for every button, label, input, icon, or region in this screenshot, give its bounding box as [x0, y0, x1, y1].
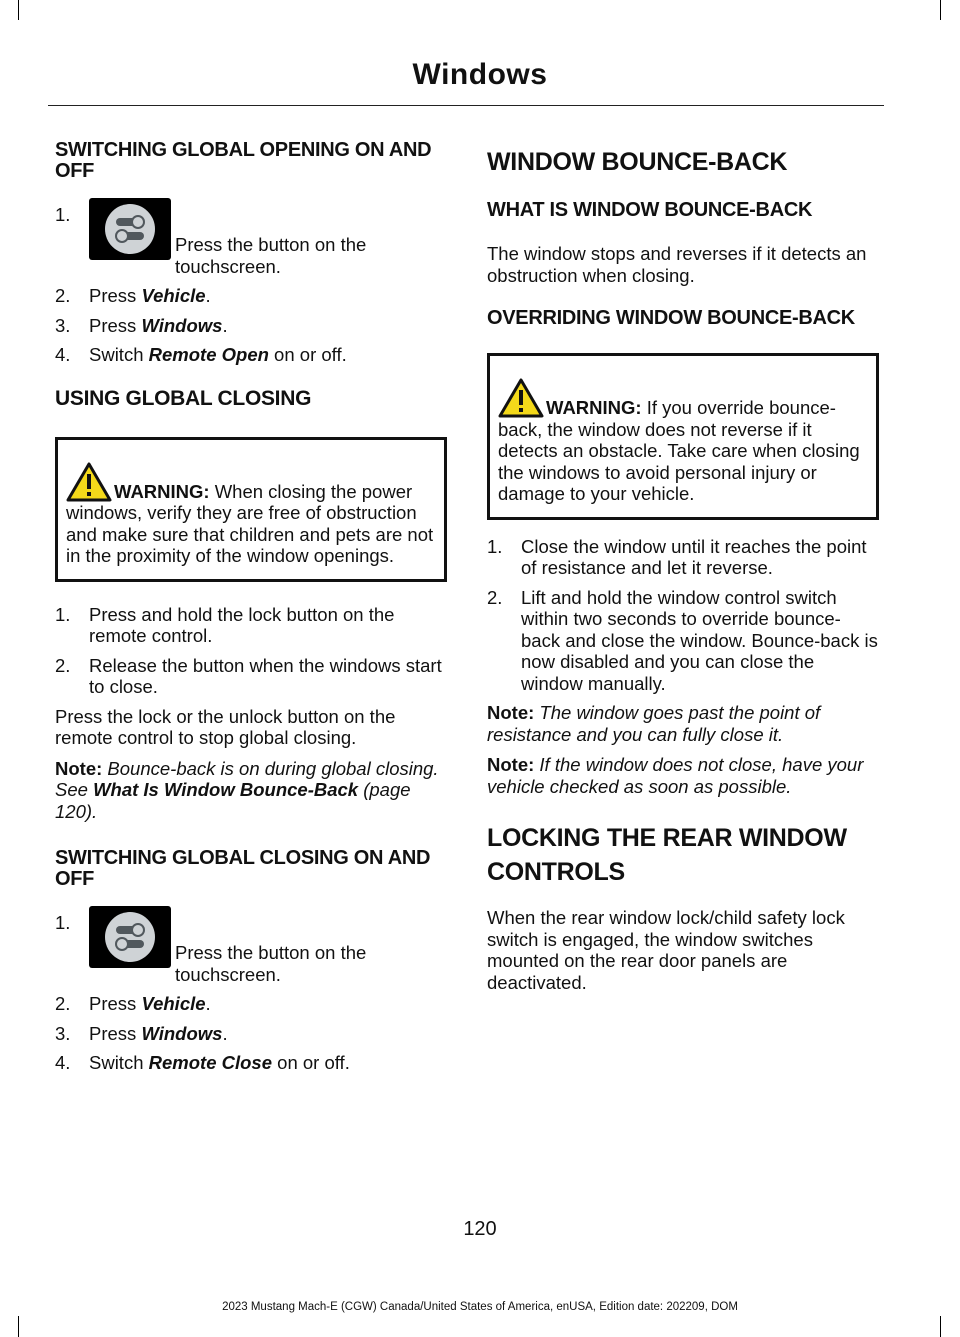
closing-steps [55, 604, 447, 698]
warning-box: WARNING: When closing the power windows, verify they are free of obstruction and make sure that children and pets are not in the proximity of the window openings. [55, 437, 447, 582]
crop-mark-top-right [940, 0, 941, 20]
override-steps [487, 536, 879, 695]
list-item: 4. Switch Remote Open on or off. [55, 344, 347, 365]
crop-mark-bottom-right [940, 1316, 941, 1337]
right-column [487, 140, 879, 1002]
switch-steps [55, 912, 447, 1074]
list-item: 1. Press and hold the lock button on the remote control. [55, 603, 395, 646]
list-item: 2. Press Vehicle. [55, 993, 211, 1014]
heading-global-opening: SWITCHING GLOBAL OPENING ON AND OFF [55, 139, 432, 182]
opening-steps [55, 204, 447, 366]
heading-switching-global-closing: SWITCHING GLOBAL CLOSING ON AND OFF [55, 847, 431, 890]
heading-overriding-bounce-back: OVERRIDING WINDOW BOUNCE-BACK [487, 307, 855, 329]
warning-box: WARNING: If you override bounce-back, the window does not reverse if it detects an obstacle. Take care when closing the windows to avoid personal injury or damage to your vehicle. [487, 353, 879, 520]
note: Note: The window goes past the point of resistance and you can fully close it. [487, 702, 821, 745]
note: Note: Bounce-back is on during global closing. See What Is Window Bounce-Back (page 120). [55, 757, 439, 822]
heading-window-bounce-back: WINDOW BOUNCE-BACK [487, 148, 788, 176]
crop-mark-top-left [18, 0, 19, 20]
settings-toggle-icon [89, 198, 171, 260]
page-title: Windows [412, 58, 548, 91]
footer-text: 2023 Mustang Mach-E (CGW) Canada/United States of America, enUSA, Edition date: 202209, DOM [222, 1301, 738, 1313]
crop-mark-bottom-left [18, 1316, 19, 1337]
list-item: 2. Press Vehicle. [55, 285, 211, 306]
paragraph: Press the lock or the unlock button on the remote control to stop global closing. [55, 705, 396, 748]
heading-what-is-bounce-back: WHAT IS WINDOW BOUNCE-BACK [487, 199, 813, 221]
paragraph: The window stops and reverses if it detects an obstruction when closing. [487, 243, 867, 286]
warning-triangle-icon [66, 462, 112, 502]
list-item: 3. Press Windows. [55, 314, 228, 336]
header-divider [48, 105, 884, 106]
list-item: 1. Press the button on the touchscreen. [55, 912, 447, 985]
note: Note: If the window does not close, have your vehicle checked as soon as possible. [487, 754, 864, 797]
list-item: 4. Switch Remote Close on or off. [55, 1052, 350, 1073]
cross-reference-link[interactable]: What Is Window Bounce-Back [93, 779, 359, 800]
page-number: 120 [463, 1218, 497, 1240]
heading-locking-rear-window: LOCKING THE REAR WINDOW CONTROLS [487, 824, 847, 886]
left-column [55, 140, 447, 1082]
heading-global-closing: USING GLOBAL CLOSING [55, 386, 312, 410]
warning-triangle-icon [498, 378, 544, 418]
list-item: 2. Lift and hold the window control switch within two seconds to override bounce-back and close the window. Bounce-back is now disabled and you can close the window manually. [487, 586, 878, 694]
settings-toggle-icon [89, 906, 171, 968]
list-item: 3. Press Windows. [55, 1022, 228, 1044]
list-item: 1. Press the button on the touchscreen. [55, 204, 447, 277]
list-item: 2. Release the button when the windows start to close. [55, 654, 442, 697]
list-item: 1. Close the window until it reaches the point of resistance and let it reverse. [487, 535, 867, 578]
paragraph: When the rear window lock/child safety lock switch is engaged, the window switches mounted on the rear door panels are deactivated. [487, 907, 845, 993]
